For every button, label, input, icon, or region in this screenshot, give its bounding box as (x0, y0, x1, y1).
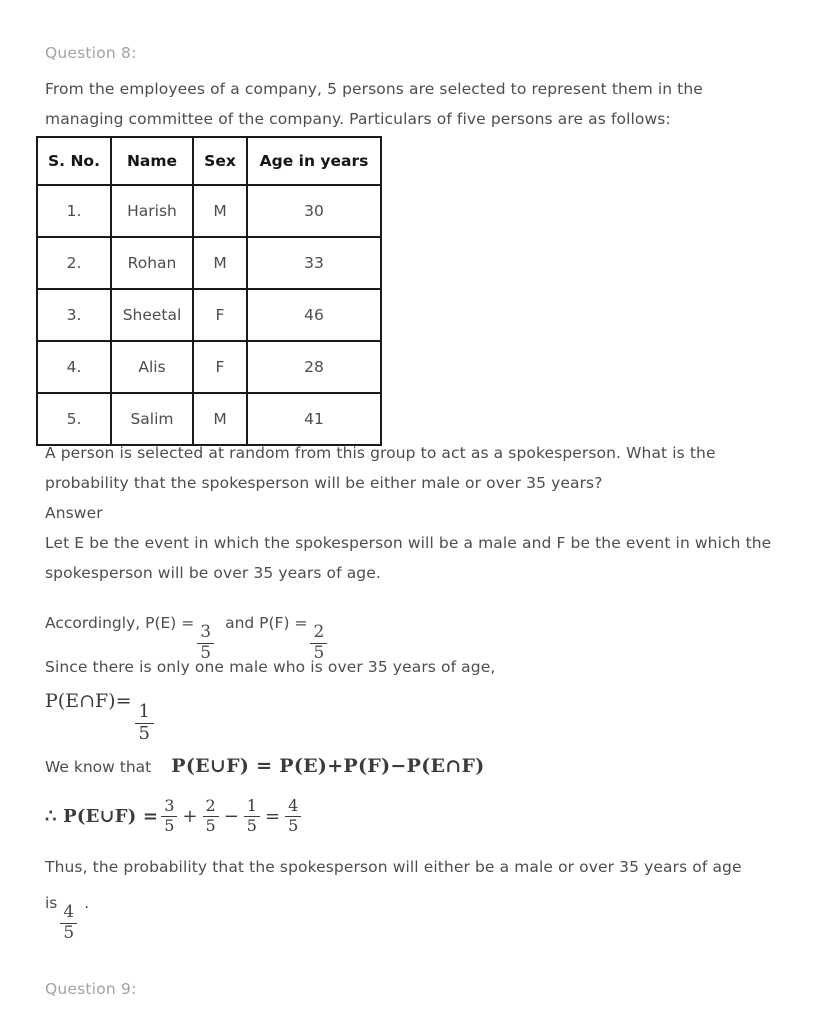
persons-table-wrapper (36, 136, 382, 446)
table-header-row (37, 137, 381, 185)
persons-table (36, 136, 382, 446)
table-header-sno: S. No. (37, 137, 111, 185)
cell-sex: F (193, 341, 247, 393)
accordingly-middle: and P(F) = (225, 614, 308, 632)
fraction-denominator: 5 (197, 643, 214, 663)
table-header-sex: Sex (193, 137, 247, 185)
cell-sno: 1. (37, 185, 111, 237)
cell-age: 30 (247, 185, 381, 237)
table-header-age: Age in years (247, 137, 381, 185)
fraction-numerator: 1 (246, 796, 257, 815)
question-paragraph: A person is selected at random from this group to act as a spokesperson. What is the probability that the spokesperson will be either male or over 35 years? (45, 444, 716, 492)
cell-sex: M (193, 393, 247, 445)
fraction-denominator: 5 (135, 723, 154, 744)
cell-sno: 5. (37, 393, 111, 445)
fraction-denominator: 5 (310, 643, 327, 663)
fraction-denominator: 5 (244, 816, 260, 835)
cell-sex: M (193, 185, 247, 237)
intro-paragraph: From the employees of a company, 5 persons are selected to represent them in the managing committee of the company. Particulars of five persons are as follows: (45, 80, 703, 128)
cell-age: 28 (247, 341, 381, 393)
fraction-numerator: 4 (288, 796, 299, 815)
cell-name: Harish (111, 185, 193, 237)
fraction-numerator: 3 (200, 622, 212, 642)
table-row (37, 341, 381, 393)
question-9-heading: Question 9: (45, 980, 137, 998)
cell-sno: 4. (37, 341, 111, 393)
thus-paragraph: Thus, the probability that the spokesperson will either be a male or over 35 years of age (45, 858, 742, 876)
let-paragraph: Let E be the event in which the spokesperson will be a male and F be the event in which the spokesperson will be over 35 years of age. (45, 534, 772, 582)
intersection-lhs: P(E∩F)= (45, 690, 132, 712)
fraction-denominator: 5 (60, 923, 77, 943)
fraction-numerator: 4 (63, 902, 75, 922)
table-row (37, 289, 381, 341)
fraction-final-answer (60, 904, 77, 943)
cell-name: Salim (111, 393, 193, 445)
fraction-numerator: 3 (164, 796, 175, 815)
cell-age: 33 (247, 237, 381, 289)
table-header-name: Name (111, 137, 193, 185)
operator-equals: = (264, 805, 281, 827)
we-know-lead: We know that (45, 758, 152, 776)
cell-age: 46 (247, 289, 381, 341)
accordingly-lead: Accordingly, P(E) = (45, 614, 195, 632)
cell-sex: M (193, 237, 247, 289)
period-mark: . (84, 894, 90, 912)
fraction-term-1 (161, 798, 177, 835)
fraction-numerator: 2 (205, 796, 216, 815)
fraction-result (285, 798, 301, 835)
fraction-denominator: 5 (203, 816, 219, 835)
since-paragraph: Since there is only one male who is over 35 years of age, (45, 658, 496, 676)
question-8-heading: Question 8: (45, 44, 137, 62)
cell-sno: 2. (37, 237, 111, 289)
cell-sno: 3. (37, 289, 111, 341)
union-formula: P(E∪F) = P(E)+P(F)−P(E∩F) (171, 755, 485, 777)
therefore-math-line (45, 798, 304, 835)
accordingly-math-line (45, 608, 330, 663)
fraction-denominator: 5 (285, 816, 301, 835)
therefore-lead: ∴ P(E∪F) = (45, 805, 159, 827)
final-answer-line (45, 888, 90, 943)
fraction-numerator: 2 (313, 622, 325, 642)
answer-label: Answer (45, 504, 103, 522)
table-row (37, 237, 381, 289)
we-know-math-line (45, 752, 485, 782)
fraction-numerator: 1 (138, 701, 150, 722)
cell-name: Rohan (111, 237, 193, 289)
is-label: is (45, 894, 58, 912)
fraction-denominator: 5 (161, 816, 177, 835)
cell-name: Sheetal (111, 289, 193, 341)
cell-name: Alis (111, 341, 193, 393)
table-row (37, 185, 381, 237)
cell-age: 41 (247, 393, 381, 445)
fraction-term-2 (203, 798, 219, 835)
fraction-term-3 (244, 798, 260, 835)
fraction-intersection (135, 703, 154, 744)
operator-plus: + (182, 805, 198, 827)
intersection-math-line (45, 690, 154, 744)
cell-sex: F (193, 289, 247, 341)
operator-minus: − (223, 805, 239, 827)
